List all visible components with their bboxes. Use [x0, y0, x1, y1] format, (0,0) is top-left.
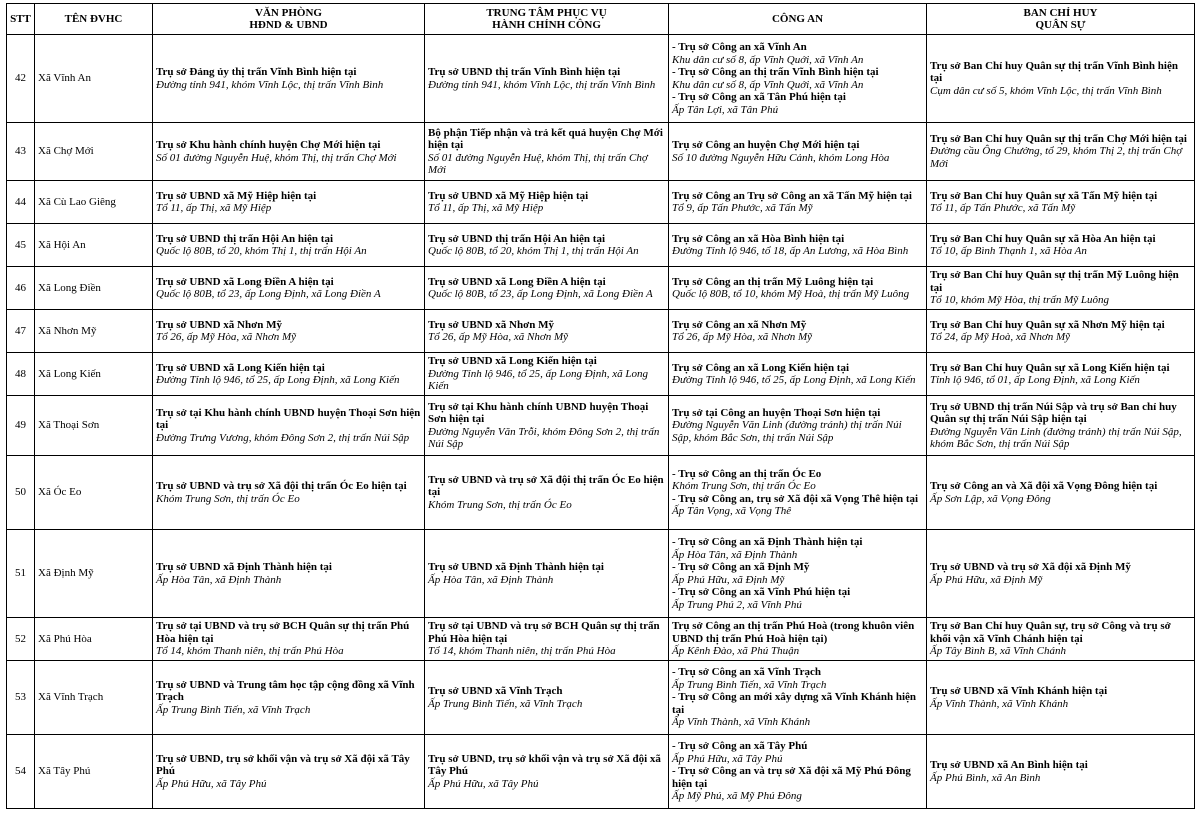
- police-cell: [669, 310, 927, 353]
- header-police-line-1: CÔNG AN: [771, 13, 824, 25]
- police-cell: [669, 530, 927, 618]
- facility-address: Đường Tỉnh lộ 946, tổ 25, ấp Long Định, xã Long Kiến: [156, 374, 400, 386]
- facility-title: Trụ sở UBND thị trấn Vĩnh Bình hiện tại: [428, 66, 621, 78]
- facility-address: Tổ 9, ấp Tấn Phước, xã Tấn Mỹ: [672, 202, 813, 214]
- service-center-cell: [425, 224, 669, 267]
- facility-address: Ấp Trung Bình Tiến, xã Vĩnh Trạch: [672, 678, 827, 691]
- office-cell: [153, 735, 425, 809]
- facility-title: - Trụ sở Công an xã Định Thành hiện tại: [672, 536, 863, 548]
- facility-title: Bộ phận Tiếp nhận và trả kết quả huyện Chợ Mới hiện tại: [428, 126, 663, 151]
- facility-title: Trụ sở tại Khu hành chính UBND huyện Thoại Sơn hiện tại: [156, 406, 421, 432]
- facility-address: Đường tỉnh 941, khóm Vĩnh Lộc, thị trấn Vĩnh Bình: [156, 78, 384, 91]
- office-cell: [153, 123, 425, 181]
- row-stt: 43: [7, 123, 35, 181]
- row-stt: 49: [7, 396, 35, 456]
- office-cell: [153, 530, 425, 618]
- row-unit-name: Xã Long Kiến: [35, 353, 153, 396]
- facility-title: Trụ sở tại UBND và trụ sở BCH Quân sự thị trấn Phú Hòa hiện tại: [428, 620, 660, 645]
- row-unit-name: Xã Phú Hòa: [35, 618, 153, 661]
- row-unit-name: Xã Tây Phú: [35, 735, 153, 809]
- office-cell: [153, 618, 425, 661]
- facility-address: Tổ 24, ấp Mỹ Hoà, xã Nhơn Mỹ: [930, 331, 1070, 343]
- facility-title: Trụ sở Công an xã Hòa Bình hiện tại: [672, 232, 845, 245]
- facility-address: Ấp Kênh Đào, xã Phú Thuận: [672, 645, 800, 658]
- row-stt: 46: [7, 267, 35, 310]
- facility-title: Trụ sở tại UBND và trụ sở BCH Quân sự thị trấn Phú Hòa hiện tại: [156, 620, 410, 645]
- facility-address: Tỉnh lộ 946, tổ 01, ấp Long Định, xã Long Kiến: [930, 374, 1140, 386]
- military-cell: [927, 396, 1195, 456]
- table-row: [7, 123, 1195, 181]
- military-cell: [927, 310, 1195, 353]
- facility-title: Trụ sở Công an và Xã đội xã Vọng Đông hiện tại: [930, 480, 1158, 492]
- row-unit-name: Xã Óc Eo: [35, 456, 153, 530]
- office-cell: [153, 456, 425, 530]
- header-unit-name: TÊN ĐVHC: [35, 4, 153, 35]
- facility-title: Trụ sở Ban Chỉ huy Quân sự thị trấn Mỹ Luông hiện tại: [930, 269, 1179, 294]
- facility-title: Trụ sở Ban Chỉ huy Quân sự xã Hòa An hiện tại: [930, 232, 1156, 245]
- facility-address: Tổ 11, ấp Tấn Phước, xã Tấn Mỹ: [930, 202, 1076, 214]
- facility-address: Ấp Hòa Tân, xã Định Thành: [156, 573, 282, 586]
- row-stt: 45: [7, 224, 35, 267]
- facility-address: Đường Tỉnh lộ 946, tổ 18, ấp An Lương, xã Hòa Bình: [672, 245, 909, 257]
- facility-address: Quốc lộ 80B, tổ 23, ấp Long Định, xã Long Điền A: [428, 288, 653, 300]
- service-center-cell: [425, 530, 669, 618]
- facility-address: Ấp Trung Phú 2, xã Vĩnh Phú: [672, 598, 802, 611]
- office-cell: [153, 35, 425, 123]
- facility-title: Trụ sở UBND và Trung tâm học tập cộng đồng xã Vĩnh Trạch: [156, 678, 415, 704]
- military-cell: [927, 618, 1195, 661]
- facility-address: Đường Nguyễn Văn Linh (đường tránh) thị trấn Núi Sập, khóm Bắc Sơn, thị trấn Núi Sập: [930, 425, 1182, 450]
- facility-title: Trụ sở Ban Chỉ huy Quân sự thị trấn Chợ Mới hiện tại: [930, 132, 1187, 145]
- table-row: [7, 735, 1195, 809]
- police-cell: [669, 735, 927, 809]
- facility-title: Trụ sở UBND và trụ sở Xã đội thị trấn Óc Eo hiện tại: [428, 473, 664, 499]
- police-cell: [669, 618, 927, 661]
- facility-address: Đường Nguyễn Văn Trỗi, khóm Đông Sơn 2, thị trấn Núi Sập: [428, 425, 660, 450]
- office-cell: [153, 310, 425, 353]
- row-unit-name: Xã Hội An: [35, 224, 153, 267]
- military-cell: [927, 123, 1195, 181]
- row-stt: 42: [7, 35, 35, 123]
- office-cell: [153, 661, 425, 735]
- facility-title: Trụ sở Đảng ủy thị trấn Vĩnh Bình hiện tại: [156, 66, 357, 78]
- facility-address: Tổ 26, ấp Mỹ Hòa, xã Nhơn Mỹ: [428, 331, 568, 343]
- facility-title: Trụ sở UBND xã Định Thành hiện tại: [156, 561, 332, 573]
- facility-address: Đường Nguyễn Văn Linh (đường tránh) thị trấn Núi Sập, khóm Bắc Sơn, thị trấn Núi Sập: [672, 419, 902, 444]
- facility-title: Trụ sở Ban Chỉ huy Quân sự xã Long Kiến hiện tại: [930, 361, 1170, 374]
- facility-title: Trụ sở UBND, trụ sở khối vận và trụ sở Xã đội xã Tây Phú: [156, 752, 410, 778]
- row-stt: 50: [7, 456, 35, 530]
- facility-address: Tổ 10, ấp Bình Thạnh 1, xã Hòa An: [930, 245, 1087, 257]
- header-office-line-2: HĐND & UBND: [249, 19, 328, 31]
- facility-address: Ấp Tân Lợi, xã Tân Phú: [672, 103, 779, 116]
- facility-title: Trụ sở UBND xã Nhơn Mỹ: [428, 318, 554, 331]
- facility-title: Trụ sở Công an xã Long Kiến hiện tại: [672, 361, 850, 374]
- military-cell: [927, 530, 1195, 618]
- service-center-cell: [425, 618, 669, 661]
- facility-title: Trụ sở Ban Chỉ huy Quân sự thị trấn Vĩnh Bình hiện tại: [930, 59, 1178, 85]
- header-service-center-line-1: TRUNG TÂM PHỤC VỤ: [486, 7, 607, 19]
- facility-title: - Trụ sở Công an, trụ sở Xã đội xã Vọng Thê hiện tại: [672, 492, 919, 505]
- header-service-center-line-2: HÀNH CHÍNH CÔNG: [492, 19, 601, 31]
- facility-title: Trụ sở UBND và trụ sở Xã đội xã Định Mỹ: [930, 561, 1131, 573]
- row-unit-name: Xã Định Mỹ: [35, 530, 153, 618]
- facility-address: Tổ 26, ấp Mỹ Hòa, xã Nhơn Mỹ: [156, 331, 296, 343]
- facility-title: - Trụ sở Công an mới xây dựng xã Vĩnh Khánh hiện tại: [672, 691, 917, 716]
- facility-title: Trụ sở Ban Chỉ huy Quân sự, trụ sở Công và trụ sở khối vận xã Vĩnh Chánh hiện tại: [930, 620, 1171, 645]
- row-unit-name: Xã Nhơn Mỹ: [35, 310, 153, 353]
- facility-title: - Trụ sở Công an xã Vĩnh Trạch: [672, 666, 822, 679]
- facility-title: - Trụ sở Công an xã Định Mỹ: [672, 561, 810, 573]
- facility-title: Trụ sở UBND xã Vĩnh Khánh hiện tại: [930, 685, 1108, 697]
- military-cell: [927, 35, 1195, 123]
- office-cell: [153, 353, 425, 396]
- table-row: [7, 181, 1195, 224]
- facility-address: Cụm dân cư số 5, khóm Vĩnh Lộc, thị trấn Vĩnh Bình: [930, 84, 1162, 97]
- facility-address: Đường cầu Ông Chưởng, tổ 29, khóm Thị 2, thị trấn Chợ Mới: [930, 145, 1183, 170]
- row-stt: 47: [7, 310, 35, 353]
- row-unit-name: Xã Vĩnh Trạch: [35, 661, 153, 735]
- facility-title: Trụ sở Công an huyện Chợ Mới hiện tại: [672, 139, 860, 151]
- facility-title: Trụ sở UBND xã Long Điền A hiện tại: [428, 275, 606, 288]
- row-unit-name: Xã Cù Lao Giêng: [35, 181, 153, 224]
- header-military-line-2: QUÂN SỰ: [1035, 19, 1086, 31]
- military-cell: [927, 735, 1195, 809]
- facility-title: - Trụ sở Công an xã Tây Phú: [672, 740, 808, 753]
- row-stt: 44: [7, 181, 35, 224]
- facility-address: Đường tỉnh 941, khóm Vĩnh Lộc, thị trấn Vĩnh Bình: [428, 78, 656, 91]
- table-row: [7, 661, 1195, 735]
- facility-title: - Trụ sở Công an thị trấn Óc Eo: [672, 467, 822, 480]
- facility-address: Ấp Phú Hữu, xã Tây Phú: [672, 752, 783, 765]
- police-cell: [669, 456, 927, 530]
- facility-address: Ấp Trung Bình Tiến, xã Vĩnh Trạch: [156, 703, 311, 716]
- facility-title: - Trụ sở Công an xã Tân Phú hiện tại: [672, 91, 846, 103]
- facility-address: Tổ 11, ấp Thị, xã Mỹ Hiệp: [428, 202, 544, 214]
- facility-address: Ấp Phú Hữu, xã Tây Phú: [428, 777, 539, 790]
- facility-title: Trụ sở Khu hành chính huyện Chợ Mới hiện tại: [156, 139, 381, 151]
- table-row: [7, 310, 1195, 353]
- table-row: [7, 353, 1195, 396]
- facility-title: Trụ sở UBND xã Vĩnh Trạch: [428, 685, 563, 697]
- facility-address: Ấp Hòa Tân, xã Định Thành: [428, 573, 554, 586]
- facility-title: Trụ sở tại Khu hành chính UBND huyện Thoại Sơn hiện tại: [428, 400, 649, 425]
- military-cell: [927, 267, 1195, 310]
- police-cell: [669, 396, 927, 456]
- facility-title: Trụ sở UBND xã Nhơn Mỹ: [156, 318, 282, 331]
- facility-address: Số 01 đường Nguyễn Huệ, khóm Thị, thị trấn Chợ Mới: [156, 151, 397, 164]
- facility-address: Ấp Sơn Lập, xã Vọng Đông: [930, 492, 1051, 505]
- facility-address: Khu dân cư số 8, ấp Vĩnh Quới, xã Vĩnh An: [672, 53, 864, 66]
- table-body: [7, 35, 1195, 809]
- facility-title: Trụ sở Công an thị trấn Phú Hoà (trong khuôn viên UBND thị trấn Phú Hoà hiện tại): [672, 620, 915, 645]
- office-cell: [153, 224, 425, 267]
- table-header-row: [7, 4, 1195, 35]
- facility-title: Trụ sở UBND thị trấn Núi Sập và trụ sở Ban chỉ huy Quân sự thị trấn Núi Sập hiện tại: [930, 400, 1177, 425]
- police-cell: [669, 267, 927, 310]
- facility-address: Khu dân cư số 8, ấp Vĩnh Quới, xã Vĩnh An: [672, 78, 864, 91]
- row-unit-name: Xã Chợ Mới: [35, 123, 153, 181]
- police-cell: [669, 353, 927, 396]
- table-row: [7, 618, 1195, 661]
- facility-address: Ấp Vĩnh Thành, xã Vĩnh Khánh: [672, 716, 811, 729]
- service-center-cell: [425, 735, 669, 809]
- facility-title: Trụ sở UBND, trụ sở khối vận và trụ sở Xã đội xã Tây Phú: [428, 752, 661, 778]
- facility-title: Trụ sở UBND xã Mỹ Hiệp hiện tại: [156, 189, 317, 202]
- facility-address: Quốc lộ 80B, tổ 10, khóm Mỹ Hoà, thị trấn Mỹ Luông: [672, 288, 910, 300]
- facility-title: Trụ sở Công an Trụ sở Công an xã Tấn Mỹ hiện tại: [672, 189, 912, 202]
- police-cell: [669, 181, 927, 224]
- facility-address: Đường Tỉnh lộ 946, tổ 25, ấp Long Định, xã Long Kiến: [672, 374, 916, 386]
- facility-title: Trụ sở UBND xã Long Kiến hiện tại: [428, 355, 597, 368]
- facility-address: Ấp Phú Hữu, xã Định Mỹ: [930, 573, 1043, 586]
- facility-address: Tổ 26, ấp Mỹ Hòa, xã Nhơn Mỹ: [672, 331, 812, 343]
- header-military-line-1: BAN CHỈ HUY: [1023, 7, 1098, 19]
- header-stt: STT: [7, 4, 35, 35]
- service-center-cell: [425, 35, 669, 123]
- facility-title: Trụ sở UBND xã Long Điền A hiện tại: [156, 275, 334, 288]
- row-stt: 53: [7, 661, 35, 735]
- header-office: [153, 4, 425, 35]
- service-center-cell: [425, 396, 669, 456]
- facility-title: Trụ sở UBND xã Long Kiến hiện tại: [156, 361, 325, 374]
- facility-title: Trụ sở Ban Chỉ huy Quân sự xã Tấn Mỹ hiện tại: [930, 189, 1158, 202]
- police-cell: [669, 224, 927, 267]
- police-cell: [669, 123, 927, 181]
- header-service-center: [425, 4, 669, 35]
- table-row: [7, 224, 1195, 267]
- military-cell: [927, 224, 1195, 267]
- row-stt: 48: [7, 353, 35, 396]
- facility-title: Trụ sở Ban Chỉ huy Quân sự xã Nhơn Mỹ hiện tại: [930, 318, 1165, 331]
- row-unit-name: Xã Thoại Sơn: [35, 396, 153, 456]
- facility-address: Ấp Hòa Tân, xã Định Thành: [672, 548, 798, 561]
- facility-address: Số 01 đường Nguyễn Huệ, khóm Thị, thị trấn Chợ Mới: [428, 151, 648, 176]
- row-unit-name: Xã Long Điền: [35, 267, 153, 310]
- facility-address: Quốc lộ 80B, tổ 20, khóm Thị 1, thị trấn Hội An: [156, 245, 367, 257]
- facility-title: - Trụ sở Công an xã Vĩnh An: [672, 41, 807, 53]
- facility-address: Ấp Phú Hữu, xã Định Mỹ: [672, 573, 785, 586]
- facility-address: Ấp Mỹ Phú, xã Mỹ Phú Đông: [672, 790, 802, 803]
- service-center-cell: [425, 456, 669, 530]
- facility-address: Tổ 14, khóm Thanh niên, thị trấn Phú Hòa: [156, 645, 344, 658]
- office-cell: [153, 267, 425, 310]
- service-center-cell: [425, 353, 669, 396]
- header-military: [927, 4, 1195, 35]
- header-office-line-1: VĂN PHÒNG: [255, 7, 322, 19]
- military-cell: [927, 456, 1195, 530]
- facility-address: Quốc lộ 80B, tổ 23, ấp Long Định, xã Long Điền A: [156, 288, 381, 300]
- military-cell: [927, 181, 1195, 224]
- facility-title: Trụ sở UBND xã Mỹ Hiệp hiện tại: [428, 189, 589, 202]
- row-stt: 52: [7, 618, 35, 661]
- facility-address: Tổ 14, khóm Thanh niên, thị trấn Phú Hòa: [428, 645, 616, 658]
- table-row: [7, 35, 1195, 123]
- header-police: [669, 4, 927, 35]
- facility-address: Ấp Trung Bình Tiến, xã Vĩnh Trạch: [428, 697, 583, 710]
- facility-title: Trụ sở Công an xã Nhơn Mỹ: [672, 318, 807, 331]
- service-center-cell: [425, 661, 669, 735]
- service-center-cell: [425, 123, 669, 181]
- row-stt: 54: [7, 735, 35, 809]
- facility-title: Trụ sở UBND và trụ sở Xã đội thị trấn Óc Eo hiện tại: [156, 480, 407, 492]
- facility-title: Trụ sở UBND xã Định Thành hiện tại: [428, 561, 604, 573]
- row-stt: 51: [7, 530, 35, 618]
- facility-title: Trụ sở tại Công an huyện Thoại Sơn hiện tại: [672, 406, 881, 419]
- facility-address: Tổ 11, ấp Thị, xã Mỹ Hiệp: [156, 202, 272, 214]
- facility-address: Quốc lộ 80B, tổ 20, khóm Thị 1, thị trấn Hội An: [428, 245, 639, 257]
- table-row: [7, 267, 1195, 310]
- facility-address: Ấp Phú Bình, xã An Bình: [930, 771, 1041, 784]
- table-row: [7, 396, 1195, 456]
- facility-title: Trụ sở UBND thị trấn Hội An hiện tại: [156, 232, 334, 245]
- facility-address: Ấp Tân Vọng, xã Vọng Thê: [672, 505, 792, 517]
- police-cell: [669, 35, 927, 123]
- facility-address: Ấp Phú Hữu, xã Tây Phú: [156, 777, 267, 790]
- table-row: [7, 530, 1195, 618]
- facility-title: Trụ sở UBND xã An Bình hiện tại: [930, 759, 1088, 771]
- office-cell: [153, 181, 425, 224]
- table-row: [7, 456, 1195, 530]
- service-center-cell: [425, 267, 669, 310]
- facility-title: - Trụ sở Công an xã Vĩnh Phú hiện tại: [672, 586, 851, 598]
- military-cell: [927, 353, 1195, 396]
- facility-address: Ấp Tây Bình B, xã Vĩnh Chánh: [930, 645, 1066, 658]
- facility-address: Khóm Trung Sơn, thị trấn Óc Eo: [672, 480, 816, 492]
- facility-title: - Trụ sở Công an thị trấn Vĩnh Bình hiện tại: [672, 66, 879, 78]
- facility-address: Ấp Vĩnh Thành, xã Vĩnh Khánh: [930, 697, 1069, 710]
- facility-address: Số 10 đường Nguyễn Hữu Cảnh, khóm Long Hòa: [672, 151, 890, 164]
- facility-address: Đường Trưng Vương, khóm Đông Sơn 2, thị trấn Núi Sập: [156, 431, 410, 444]
- military-cell: [927, 661, 1195, 735]
- facility-address: Tổ 10, khóm Mỹ Hòa, thị trấn Mỹ Luông: [930, 294, 1110, 307]
- facility-address: Đường Tỉnh lộ 946, tổ 25, ấp Long Định, xã Long Kiến: [428, 367, 648, 393]
- facility-address: Khóm Trung Sơn, thị trấn Óc Eo: [428, 498, 572, 511]
- service-center-cell: [425, 310, 669, 353]
- facility-title: - Trụ sở Công an và trụ sở Xã đội xã Mỹ Phú Đông hiện tại: [672, 765, 911, 790]
- facility-address: Khóm Trung Sơn, thị trấn Óc Eo: [156, 492, 300, 505]
- admin-units-table: [6, 3, 1195, 809]
- row-unit-name: Xã Vĩnh An: [35, 35, 153, 123]
- service-center-cell: [425, 181, 669, 224]
- police-cell: [669, 661, 927, 735]
- office-cell: [153, 396, 425, 456]
- facility-title: Trụ sở UBND thị trấn Hội An hiện tại: [428, 232, 606, 245]
- facility-title: Trụ sở Công an thị trấn Mỹ Luông hiện tại: [672, 275, 874, 288]
